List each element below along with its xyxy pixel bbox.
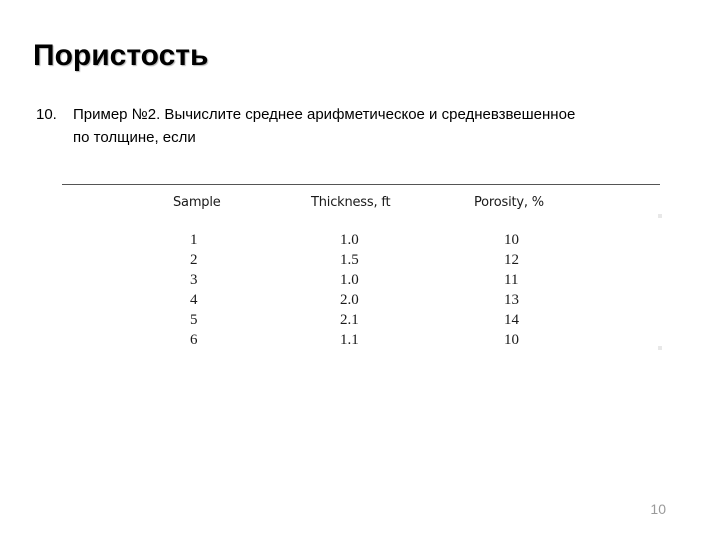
scan-artifact (658, 346, 662, 350)
cell-thickness: 1.5 (340, 252, 359, 268)
cell-thickness: 1.0 (340, 272, 359, 288)
cell-sample: 4 (190, 292, 198, 308)
cell-sample: 6 (190, 332, 198, 348)
scan-artifact (658, 214, 662, 218)
column-header-porosity: Porosity, % (474, 195, 544, 210)
cell-sample: 5 (190, 312, 198, 328)
table-top-rule (62, 184, 660, 185)
cell-thickness: 2.1 (340, 312, 359, 328)
task-number: 10. (36, 106, 57, 123)
cell-porosity: 10 (504, 232, 519, 248)
slide-title: Пористость (33, 39, 209, 72)
cell-sample: 1 (190, 232, 198, 248)
cell-sample: 2 (190, 252, 198, 268)
cell-porosity: 14 (504, 312, 519, 328)
cell-sample: 3 (190, 272, 198, 288)
cell-porosity: 11 (504, 272, 519, 288)
column-header-thickness: Thickness, ft (311, 195, 391, 210)
task-text-line-2: по толщине, если (73, 129, 196, 146)
task-text-line-1: Пример №2. Вычислите среднее арифметическое и средневзвешенное (73, 106, 576, 123)
cell-porosity: 10 (504, 332, 519, 348)
cell-porosity: 13 (504, 292, 519, 308)
cell-thickness: 2.0 (340, 292, 359, 308)
column-header-sample: Sample (173, 195, 221, 210)
task-paragraph (36, 103, 686, 149)
page-number: 10 (650, 501, 666, 517)
cell-porosity: 12 (504, 252, 519, 268)
data-table (62, 184, 662, 354)
cell-thickness: 1.0 (340, 232, 359, 248)
cell-thickness: 1.1 (340, 332, 359, 348)
